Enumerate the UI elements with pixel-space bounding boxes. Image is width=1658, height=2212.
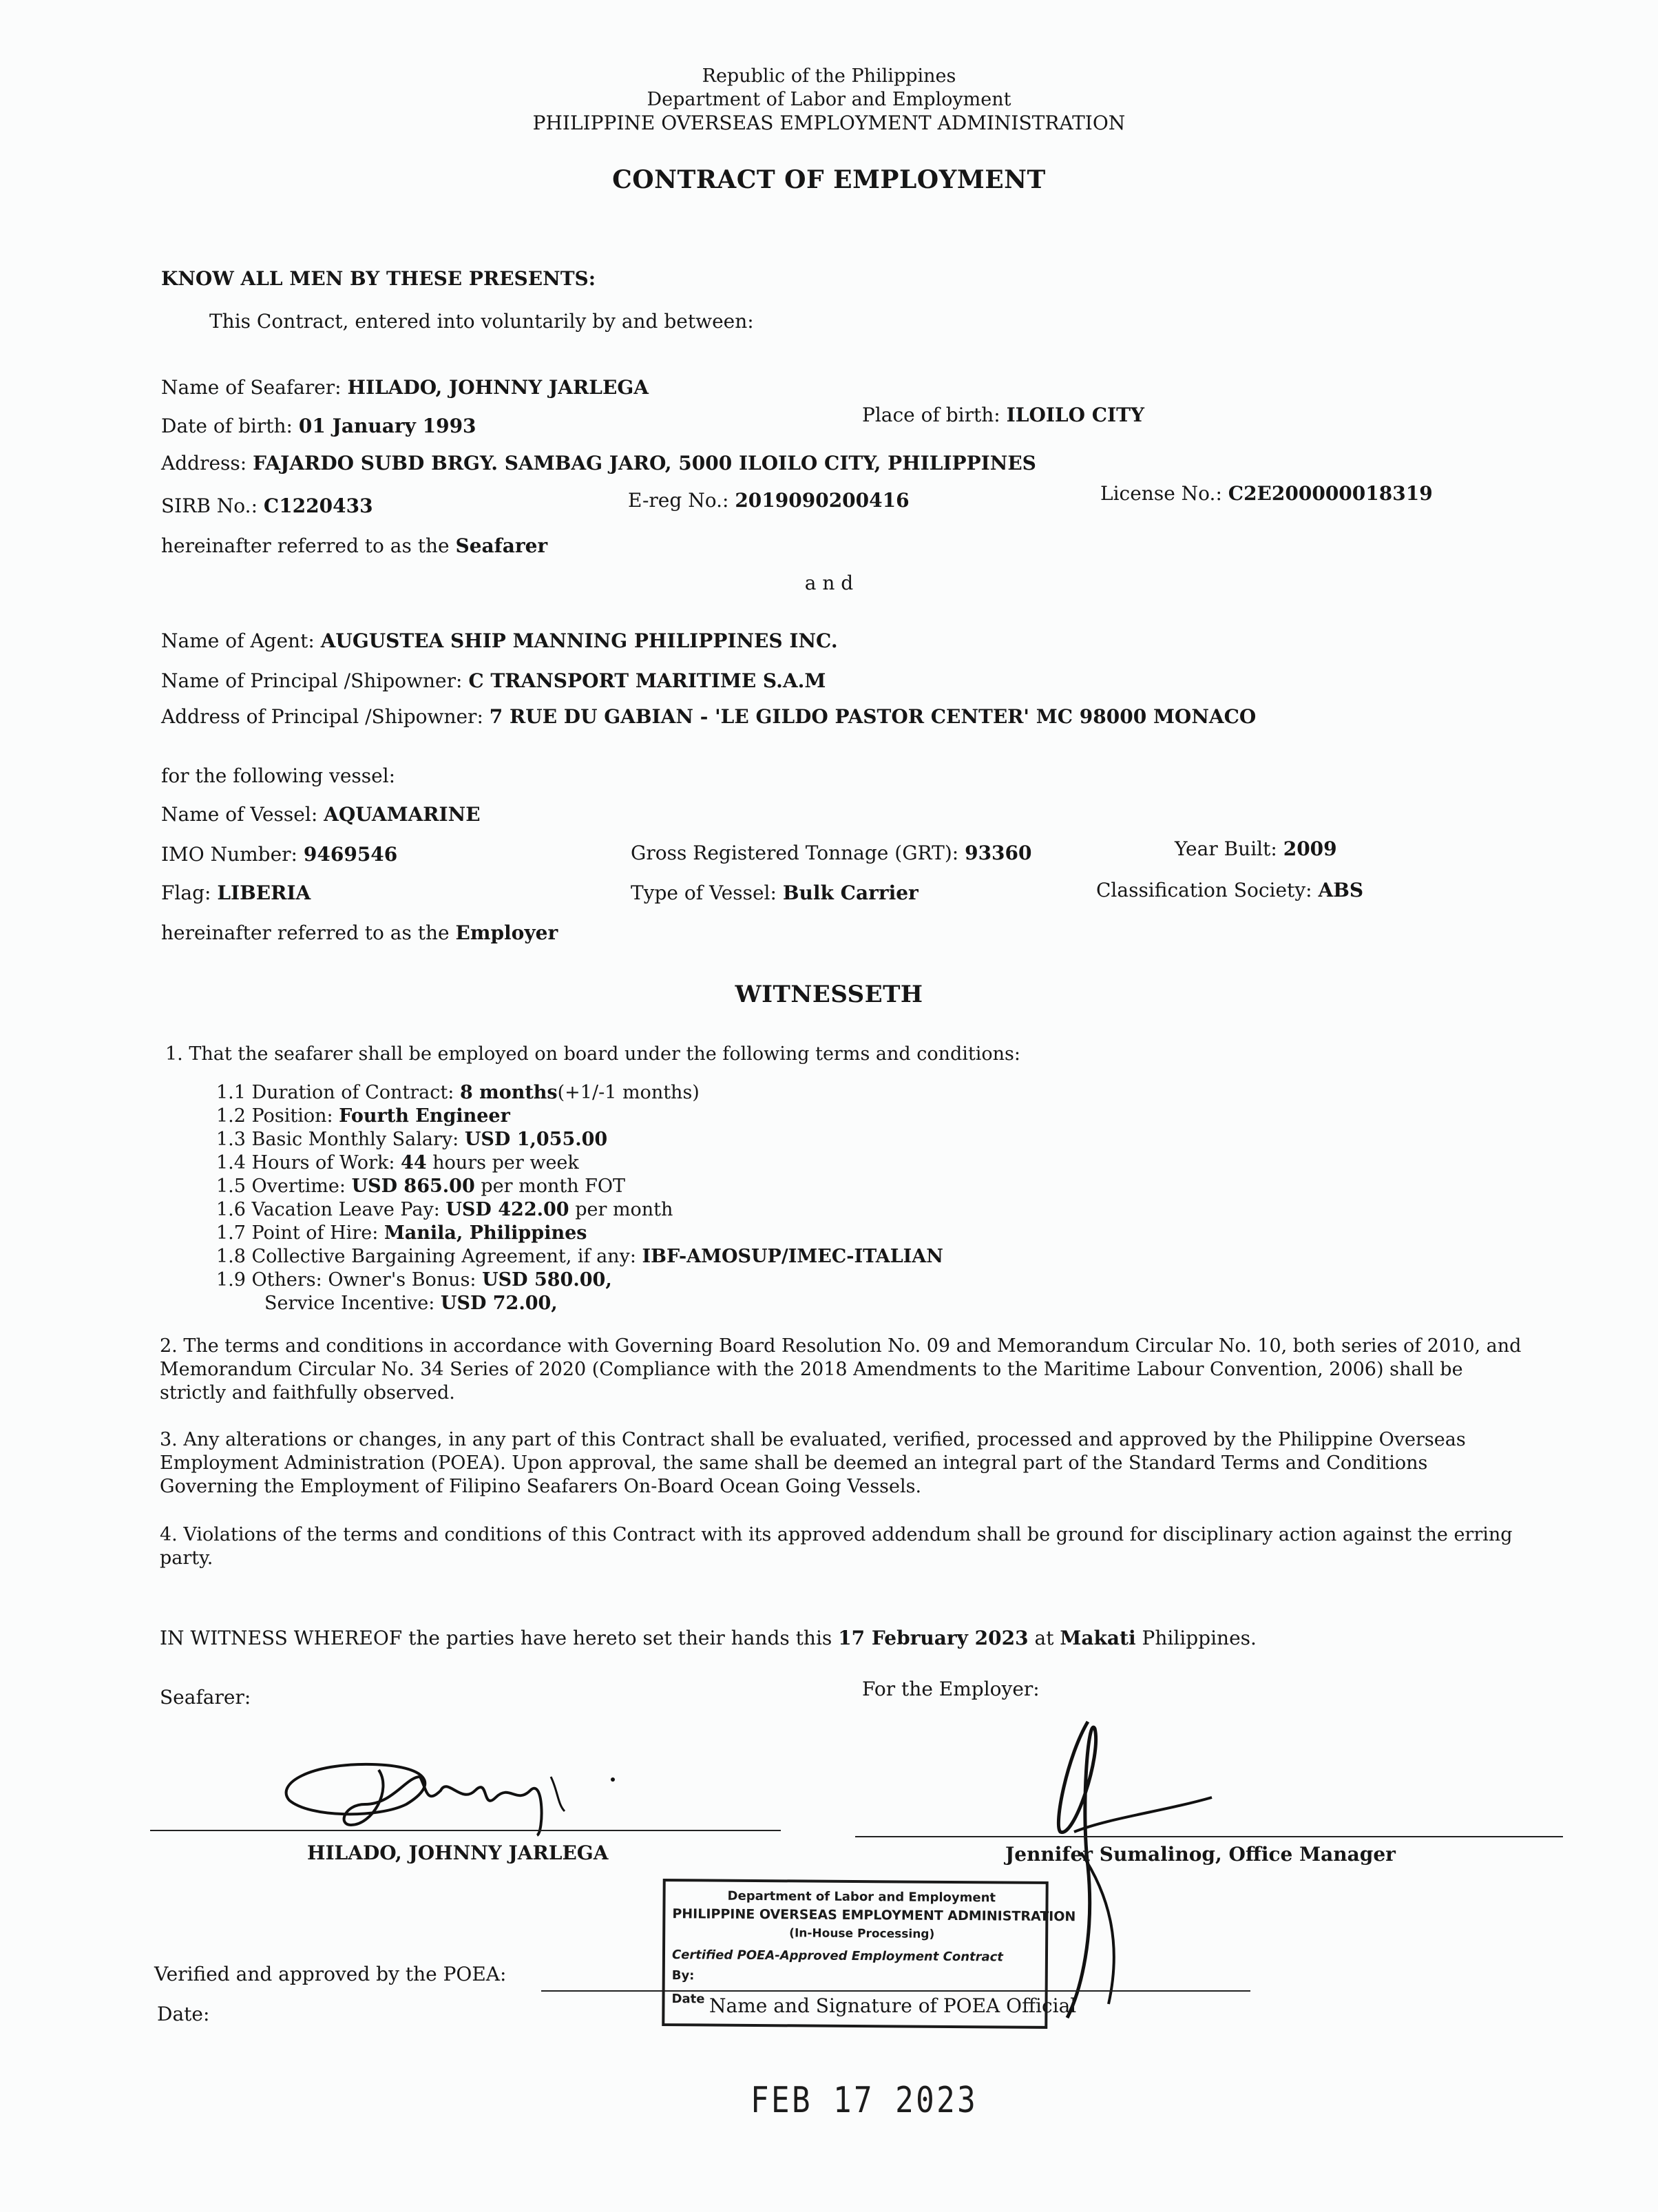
signing-date: 17 February 2023 xyxy=(838,1627,1029,1649)
header-poea: PHILIPPINE OVERSEAS EMPLOYMENT ADMINISTRATION xyxy=(532,112,1126,134)
poea-stamp xyxy=(662,1879,1076,2029)
seafarer-name-row xyxy=(161,376,649,399)
grt-row xyxy=(631,842,1032,864)
stamp-by: By: xyxy=(671,1968,695,1983)
term-suffix: hours per week xyxy=(432,1152,579,1173)
in-witness-text: IN WITNESS WHEREOF the parties have hereto set their hands this xyxy=(160,1627,832,1649)
referred-prefix: hereinafter referred to as the xyxy=(161,921,450,944)
employer-signature-line xyxy=(855,1836,1563,1837)
imo-value: 9469546 xyxy=(303,843,398,866)
term-label: 1.3 Basic Monthly Salary: xyxy=(216,1129,459,1150)
sirb-value: C1220433 xyxy=(263,494,373,517)
agent-value: AUGUSTEA SHIP MANNING PHILIPPINES INC. xyxy=(320,629,838,652)
term-1-3 xyxy=(216,1128,607,1151)
license-label: License No.: xyxy=(1100,482,1222,505)
pob-row xyxy=(862,404,1144,426)
signing-country: Philippines. xyxy=(1142,1627,1257,1649)
term-1-6 xyxy=(216,1198,673,1222)
vessel-type-value: Bulk Carrier xyxy=(782,881,919,904)
vessel-type-label: Type of Vessel: xyxy=(631,881,777,904)
signing-at: at xyxy=(1034,1627,1054,1649)
term-value: USD 580.00, xyxy=(482,1269,612,1291)
term-1-2 xyxy=(216,1105,510,1128)
flag-label: Flag: xyxy=(161,881,211,904)
seafarer-address-row xyxy=(161,452,1036,474)
term-value: Fourth Engineer xyxy=(339,1105,510,1127)
imo-row xyxy=(161,843,397,866)
term-value: USD 422.00 xyxy=(445,1199,569,1220)
term-1-4 xyxy=(216,1151,579,1175)
seafarer-name: HILADO, JOHNNY JARLEGA xyxy=(347,376,649,399)
term-label: 1.5 Overtime: xyxy=(216,1176,346,1197)
employer-printed-name: Jennifer Sumalinog, Office Manager xyxy=(1005,1843,1396,1866)
term-label: 1.2 Position: xyxy=(216,1105,333,1127)
received-date-stamp: FEB 17 2023 xyxy=(751,2080,978,2121)
term-value: USD 865.00 xyxy=(351,1176,475,1197)
principal-row xyxy=(161,669,826,692)
term-1-7 xyxy=(216,1222,587,1245)
principal-address: 7 RUE DU GABIAN - 'LE GILDO PASTOR CENTER' MC 98000 MONACO xyxy=(489,705,1257,728)
seafarer-sign-label: Seafarer: xyxy=(160,1686,251,1709)
in-witness xyxy=(160,1627,1257,1650)
seafarer-address-label: Address: xyxy=(161,452,247,474)
referred-prefix: hereinafter referred to as the xyxy=(161,534,450,557)
referred-employer xyxy=(161,921,558,944)
term-suffix: per month xyxy=(575,1199,673,1220)
flag-row xyxy=(161,881,311,904)
terms-intro: 1. That the seafarer shall be employed on board under the following terms and conditions: xyxy=(165,1043,1020,1065)
term-suffix: (+1/-1 months) xyxy=(557,1082,700,1103)
sirb-label: SIRB No.: xyxy=(161,494,258,517)
term-label: 1.6 Vacation Leave Pay: xyxy=(216,1199,440,1220)
seafarer-name-label: Name of Seafarer: xyxy=(161,376,342,399)
vessel-row xyxy=(161,803,481,826)
term-suffix: per month FOT xyxy=(481,1176,626,1197)
flag-value: LIBERIA xyxy=(217,881,311,904)
dob-label: Date of birth: xyxy=(161,415,293,437)
pob-value: ILOILO CITY xyxy=(1006,404,1144,426)
principal-label: Name of Principal /Shipowner: xyxy=(161,669,463,692)
paragraph-4: 4. Violations of the terms and conditions of this Contract with its approved addendum shall be ground for disciplinary action against the erring party. xyxy=(160,1524,1513,1569)
term-1-8 xyxy=(216,1245,943,1269)
referred-seafarer-word: Seafarer xyxy=(455,534,548,557)
term-1-1 xyxy=(216,1081,700,1105)
header-republic: Republic of the Philippines xyxy=(702,65,956,87)
principal-value: C TRANSPORT MARITIME S.A.M xyxy=(468,669,826,692)
seafarer-signature xyxy=(269,1749,640,1839)
dob-value: 01 January 1993 xyxy=(298,415,476,437)
ereg-value: 2019090200416 xyxy=(735,489,910,512)
license-row xyxy=(1100,482,1433,505)
vessel-label: Name of Vessel: xyxy=(161,803,318,826)
signing-place: Makati xyxy=(1060,1627,1136,1649)
stamp-line-4: Certified POEA-Approved Employment Contract xyxy=(671,1948,1004,1965)
entered-voluntarily: This Contract, entered into voluntarily by and between: xyxy=(209,310,754,333)
know-all-men: KNOW ALL MEN BY THESE PRESENTS: xyxy=(161,267,596,290)
term-1-9 xyxy=(216,1269,612,1292)
class-row xyxy=(1096,879,1363,901)
year-row xyxy=(1175,837,1337,860)
term-value: USD 72.00, xyxy=(440,1293,558,1314)
poea-official-label: Name and Signature of POEA Official xyxy=(709,1994,1077,2017)
stamp-date: Date xyxy=(671,1992,705,2007)
page-title: CONTRACT OF EMPLOYMENT xyxy=(612,165,1046,194)
employer-sign-label: For the Employer: xyxy=(862,1678,1040,1700)
grt-label: Gross Registered Tonnage (GRT): xyxy=(631,842,959,864)
principal-address-label: Address of Principal /Shipowner: xyxy=(161,705,483,728)
vessel-type-row xyxy=(631,881,919,904)
term-value: Manila, Philippines xyxy=(384,1222,587,1244)
term-value: 44 xyxy=(401,1152,427,1173)
referred-seafarer xyxy=(161,534,547,557)
term-label: 1.7 Point of Hire: xyxy=(216,1222,379,1244)
seafarer-signature-line xyxy=(150,1830,781,1831)
year-value: 2009 xyxy=(1283,837,1337,860)
license-value: C2E200000018319 xyxy=(1228,482,1433,505)
stamp-line-1: Department of Labor and Employment xyxy=(727,1888,996,1906)
stamp-line-2: PHILIPPINE OVERSEAS EMPLOYMENT ADMINISTRATION xyxy=(672,1906,1076,1925)
class-label: Classification Society: xyxy=(1096,879,1312,901)
paragraph-2: 2. The terms and conditions in accordance with Governing Board Resolution No. 09 and Memorandum Circular No. 10, both series of 2010, and Memorandum Circular No. 34 Series of 2020 (Compliance with the 2018 Amendments to the Maritime Labour Convention, 2006) shall be strictly and faithfully observed. xyxy=(160,1335,1522,1404)
term-label: 1.1 Duration of Contract: xyxy=(216,1082,454,1103)
term-value: 8 months xyxy=(459,1082,558,1103)
term-value: USD 1,055.00 xyxy=(464,1129,608,1150)
grt-value: 93360 xyxy=(965,842,1032,864)
term-label: 1.4 Hours of Work: xyxy=(216,1152,395,1173)
stamp-line-3: (In-House Processing) xyxy=(789,1926,935,1941)
term-1-9-incentive xyxy=(264,1292,558,1315)
principal-address-row xyxy=(161,705,1256,728)
term-label: 1.9 Others: Owner's Bonus: xyxy=(216,1269,476,1291)
verified-label: Verified and approved by the POEA: xyxy=(154,1963,507,1985)
seafarer-address: FAJARDO SUBD BRGY. SAMBAG JARO, 5000 ILOILO CITY, PHILIPPINES xyxy=(253,452,1036,474)
referred-employer-word: Employer xyxy=(455,921,558,944)
term-label: Service Incentive: xyxy=(264,1293,435,1314)
date-label: Date: xyxy=(157,2003,210,2025)
witnesseth-title: WITNESSETH xyxy=(735,981,923,1008)
agent-label: Name of Agent: xyxy=(161,629,315,652)
following-vessel: for the following vessel: xyxy=(161,764,396,787)
term-value: IBF-AMOSUP/IMEC-ITALIAN xyxy=(642,1246,943,1267)
year-label: Year Built: xyxy=(1175,837,1277,860)
and-separator: a n d xyxy=(804,572,854,594)
pob-label: Place of birth: xyxy=(862,404,1000,426)
dob-row xyxy=(161,415,476,437)
paragraph-3: 3. Any alterations or changes, in any part of this Contract shall be evaluated, verified, processed and approved by the Philippine Overseas Employment Administration (POEA). Upon approval, the same shall be deemed an integral part of the Standard Terms and Conditions Governing the Employment of Filipino Seafarers On-Board Ocean Going Vessels. xyxy=(160,1429,1466,1497)
agent-row xyxy=(161,629,838,652)
ereg-row xyxy=(628,489,910,512)
ereg-label: E-reg No.: xyxy=(628,489,729,512)
vessel-value: AQUAMARINE xyxy=(324,803,481,826)
header-department: Department of Labor and Employment xyxy=(647,89,1011,110)
seafarer-printed-name: HILADO, JOHNNY JARLEGA xyxy=(307,1841,609,1864)
imo-label: IMO Number: xyxy=(161,843,297,866)
term-1-5 xyxy=(216,1175,625,1198)
class-value: ABS xyxy=(1318,879,1364,901)
sirb-row xyxy=(161,494,373,517)
term-label: 1.8 Collective Bargaining Agreement, if any: xyxy=(216,1246,636,1267)
